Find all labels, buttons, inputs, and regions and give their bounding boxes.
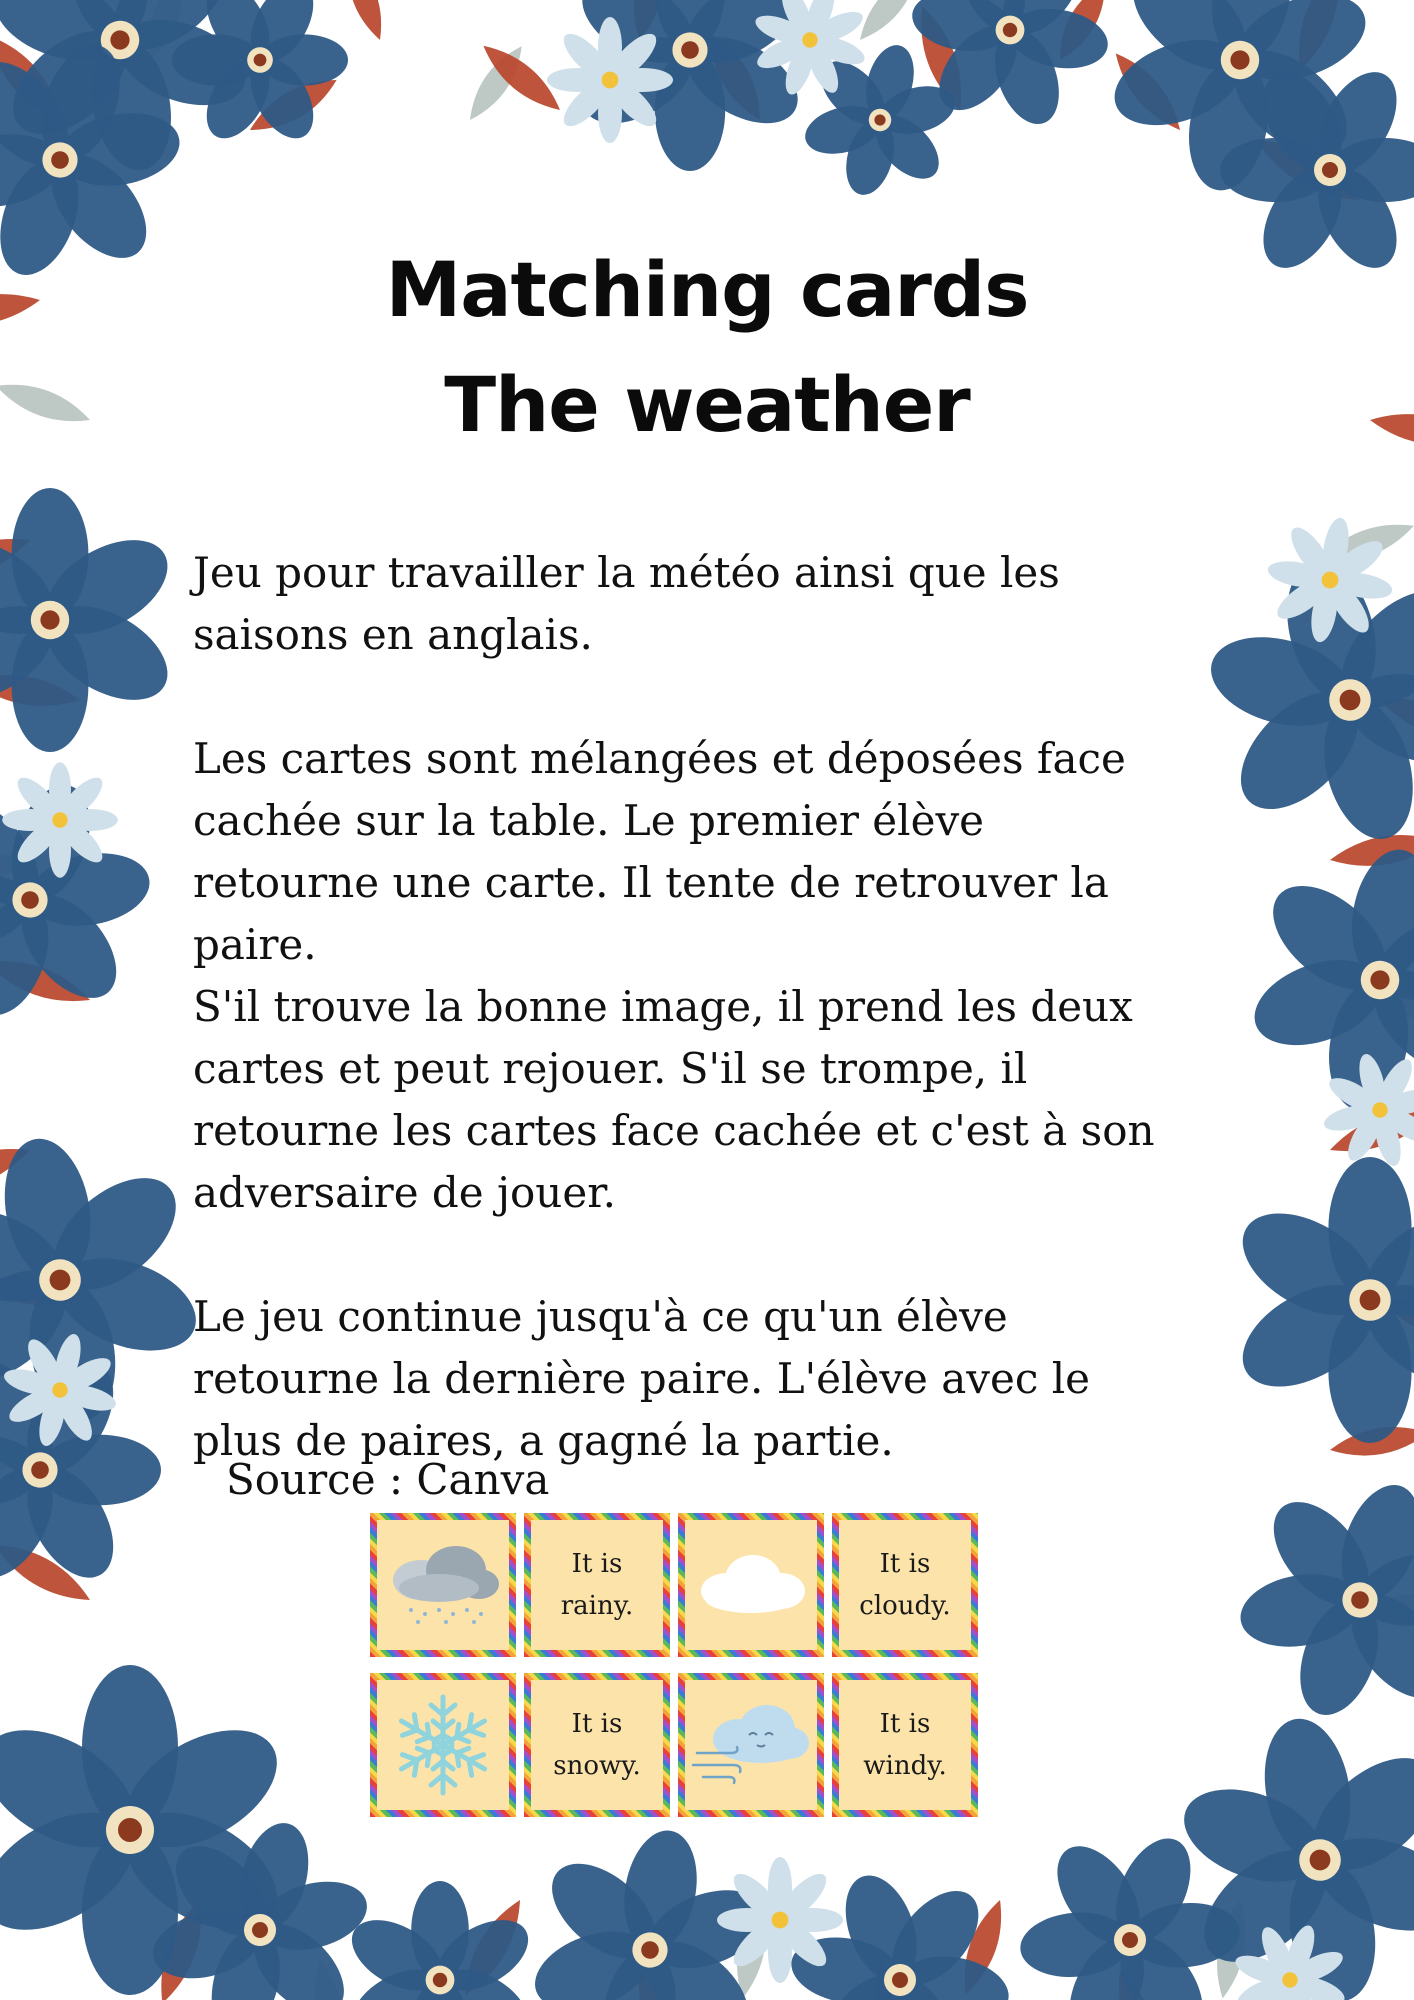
text-line: cachée sur la table. Le premier élève — [193, 796, 985, 845]
text-line: retourne les cartes face cachée et c'est à son — [193, 1106, 1155, 1155]
card-snowy-text — [524, 1673, 670, 1817]
text-line: Le jeu continue jusqu'à ce qu'un élève — [193, 1292, 1008, 1341]
card-label-line: It is — [879, 1709, 931, 1739]
card-label-line: cloudy. — [859, 1591, 951, 1621]
card-label-line: rainy. — [560, 1591, 634, 1621]
text-line: S'il trouve la bonne image, il prend les deux — [193, 982, 1133, 1031]
text-line: saisons en anglais. — [193, 610, 593, 659]
card-snow-image — [370, 1673, 516, 1817]
flower-icon — [1225, 1157, 1414, 1443]
card-label-line: snowy. — [553, 1751, 641, 1781]
flower-icon — [340, 1881, 540, 2000]
title-line-2: The weather — [444, 360, 970, 449]
card-preview — [370, 1513, 988, 1831]
text-line: plus de paires, a gagné la partie. — [193, 1416, 894, 1465]
card-rain-image — [370, 1513, 516, 1657]
title-line-1: Matching cards — [385, 245, 1029, 334]
card-label-line: It is — [571, 1549, 623, 1579]
daisy-icon — [547, 17, 673, 143]
card-rainy-text — [524, 1513, 670, 1657]
snowflake-icon — [388, 1690, 498, 1800]
text-line: retourne la dernière paire. L'élève avec le — [193, 1354, 1091, 1403]
rain-cloud-icon — [381, 1540, 505, 1630]
card-cloudy-text — [832, 1513, 978, 1657]
daisy-icon — [2, 762, 118, 878]
text-line: cartes et peut rejouer. S'il se trompe, il — [193, 1044, 1028, 1093]
text-line: retourne une carte. Il tente de retrouver la — [193, 858, 1109, 907]
intro-text — [193, 542, 1253, 1472]
text-line: paire. — [193, 920, 317, 969]
card-windy-text — [832, 1673, 978, 1817]
text-line: adversaire de jouer. — [193, 1168, 617, 1217]
card-wind-image — [678, 1673, 824, 1817]
card-label-line: It is — [879, 1549, 931, 1579]
leaf-icon — [338, 0, 391, 44]
card-label-line: windy. — [863, 1751, 947, 1781]
cloud-icon — [689, 1545, 813, 1625]
text-line: Jeu pour travailler la météo ainsi que les — [193, 548, 1060, 597]
daisy-icon — [717, 1857, 843, 1983]
flower-icon — [0, 488, 184, 752]
flower-icon — [1204, 1444, 1414, 1755]
wind-cloud-icon — [689, 1695, 813, 1795]
source-credit: Source : Canva — [226, 1455, 550, 1504]
card-cloud-image — [678, 1513, 824, 1657]
card-label-line: It is — [571, 1709, 623, 1739]
text-line: Les cartes sont mélangées et déposées face — [193, 734, 1126, 783]
